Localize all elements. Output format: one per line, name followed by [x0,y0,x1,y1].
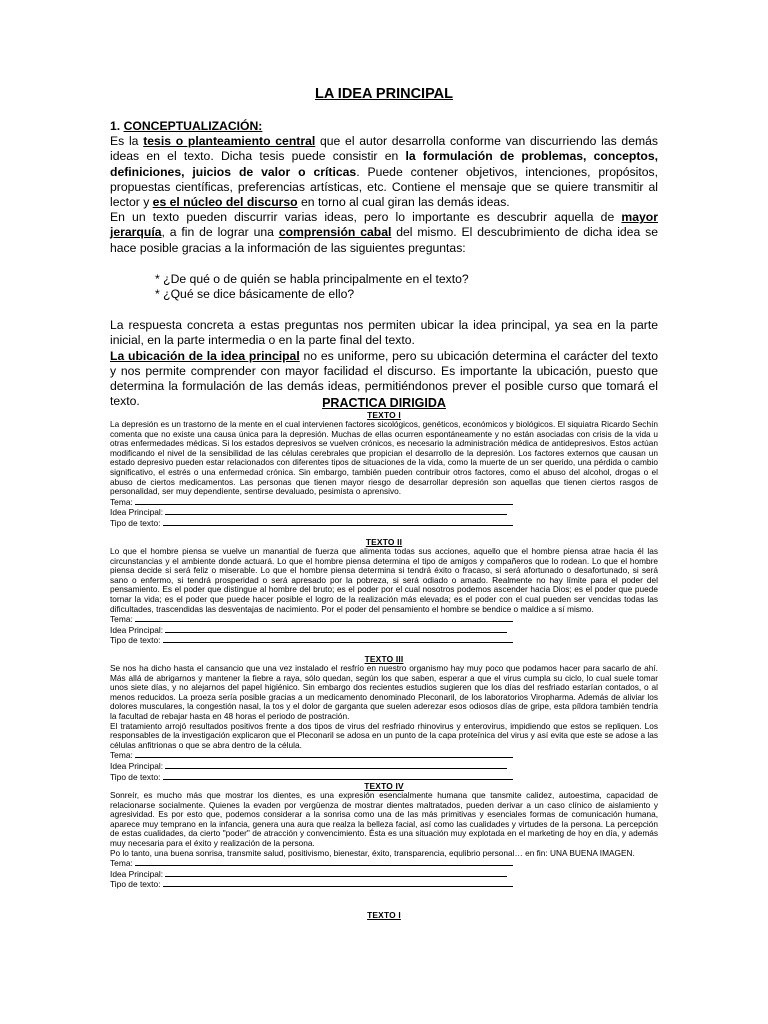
text-label: TEXTO I [367,410,401,420]
p2-text: En un texto pueden discurrir varias ideas, pero lo importante es descubrir aquella de [110,210,622,225]
text-label: TEXTO II [365,537,403,547]
p1-emphasis-3: es el núcleo del discurso [152,195,298,210]
answer-line[interactable] [135,497,513,505]
field-label: Tema: [110,614,133,625]
p2-emphasis-1: mayor jerarquía [110,210,658,240]
text-block-2 [110,537,658,646]
text-label: TEXTO IV [364,781,404,791]
text-body: La depresión es un trastorno de la mente en el cual intervienen factores sicológicos, genéticos, económicos y biológicos. El siquiatra Ricardo Sechín comenta que no existe una causa única para la depresión. Muchas de ellas ocurren espontáneamente y no están asociadas con crisis de la vida u otras enfermedades médicas. Si los estados depresivos se vuelven crónicos, es necesario la administración médica de antidepresivos. Estos actúan modificando el nivel de la sensibilidad de las células cerebrales que propician el desarrollo de la depresión. Los factores externos que causan un estado depresivo pueden estar relacionados con diferentes tipos de situaciones de la vida, como la muerte de un ser querido, una pérdida o cambio significativo, el estrés o una enfermedad crónica. Sin embargo, también pueden contribuir otros factores, como el abuso del alcohol, drogas o el abuso de ciertos medicamentos. Las personas que tienen mayor riesgo de desarrollar depresión son aquellas que tienen ciertos rasgos de personalidad, ser muy dependiente, sentirse devaluado, pesimista o aprensivo. [110,419,658,497]
field-idea-principal[interactable] [110,761,658,772]
paragraph-2 [110,210,658,256]
answer-line[interactable] [135,858,513,866]
p2-text-2: , a fin de lograr una [161,225,279,240]
field-label: Idea Principal: [110,624,164,635]
p1-text: Es la [110,134,144,149]
field-label: Tipo de texto: [110,879,161,890]
answer-fields [110,750,658,782]
field-tema[interactable] [110,497,658,508]
field-tema[interactable] [110,750,658,761]
answer-line[interactable] [165,625,507,633]
p4-text: no es uniforme, pero su ubicación determina el carácter del texto y nos permite comprender con mayor facilidad el discurso. Es importante la ubicación, puesto que determina la formulación de las demás ideas, permitiéndonos prever el posible curso que tomará el texto. [110,348,658,409]
answer-line[interactable] [165,869,507,877]
p1-text-2: que el autor desarrolla conforme van discurriendo las demás ideas en el texto. Dicha tesis puede consistir en [110,134,659,164]
text-body-2: Po lo tanto, una buena sonrisa, transmite salud, positivismo, bienestar, éxito, transparencia, equlibrio personal… en fin: UNA BUENA IMAGEN. [110,847,635,858]
field-label: Tema: [110,858,133,869]
field-tema[interactable] [110,614,658,625]
text-label: TEXTO III [364,654,404,664]
answer-fields [110,614,658,646]
answer-line[interactable] [165,761,507,769]
text-block-4 [110,781,658,890]
question-list [155,272,658,302]
text-block-1 [110,410,658,529]
answer-line[interactable] [135,750,513,758]
field-label: Tipo de texto: [110,635,161,646]
section-heading-text: CONCEPTUALIZACIÓN: [123,119,263,133]
field-label: Idea Principal: [110,507,164,518]
p2-emphasis-2: comprensión cabal [278,225,392,240]
field-tipo-texto[interactable] [110,879,658,890]
answer-line[interactable] [135,614,513,622]
text-body-2: El tratamiento arrojó resultados positivos frente a dos tipos de virus del resfriado rhinovirus y enterovirus, impidiendo que estos se repliquen. Los responsables de la investigación explicaron que el Pleconaril se adosa en un punto de la capa proteínica del virus y así evita que este se adose a las células anfitrionas o que se abra dentro de la célula. [110,720,658,750]
practica-heading: PRACTICA DIRIGIDA [322,396,446,410]
field-tipo-texto[interactable] [110,518,658,529]
answer-line[interactable] [163,772,513,780]
question-item: * ¿De qué o de quién se habla principalmente en el texto? [155,271,469,286]
answer-fields [110,858,658,890]
field-tipo-texto[interactable] [110,635,658,646]
p1-emphasis-2: la formulación de problemas, conceptos, definiciones, juicios de valor o críticas [110,149,658,179]
section-heading [110,119,658,134]
p1-emphasis-1: tesis o planteamiento central [143,134,316,149]
paragraph-3: La respuesta concreta a estas preguntas nos permiten ubicar la idea principal, ya sea en la parte inicial, en la parte intermedia o en la parte final del texto. [110,318,658,348]
footer-text-label: TEXTO I [367,910,401,920]
field-label: Idea Principal: [110,760,164,771]
field-tema[interactable] [110,858,658,869]
field-label: Tipo de texto: [110,517,161,528]
text-block-3 [110,654,658,782]
answer-line[interactable] [163,635,513,643]
p4-emphasis: La ubicación de la idea principal [110,348,300,363]
paragraph-1 [110,134,658,210]
text-body: Lo que el hombre piensa se vuelve un manantial de fuerza que alimenta todas sus acciones, aquello que el hombre piensa atrae hacia él las circunstancias y el ambiente donde actuará. Lo que el hombre piensa determina el tipo de amigos y compañeros que lo rodean. Lo que el hombre piensa decide si será feliz o miserable. Lo que el hombre piensa determina si tendrá éxito o fracaso, si será afortunado o desafortunado, si será sano o enfermo, si tendrá prosperidad o será apresado por la pobreza, si será odiado o amado. Realmente no hay límite para el poder del pensamiento. Es el poder que distingue al hombre del bruto; es el poder por el cual nosotros podemos ascender hacia Dios; es el poder que puede tornar la vida; es el poder que puede hacer posible el logro de la realización más elevada; es el poder con el cual pueden ser vencidas todas las dificultades, trascendidas las desventajas de nacimiento. Por el poder del pensamiento el hombre se bendice o maldice a sí mismo. [110,546,658,614]
text-body: Se nos ha dicho hasta el cansancio que una vez instalado el resfrío en nuestro organismo hay muy poco que podamos hacer para sacarlo de ahí. Más allá de abrigarnos y mantener la fiebre a raya, sólo quedan, según los que saben, esperar a que el virus cumpla su ciclo, lo cual suele tomar unos siete días, y no alejarnos del papel higiénico. Sin embargo dos recientes estudios sugieren que los días del resfriado estarían contados, o al menos reducidos. La proeza sería posible gracias a un medicamento denominado Pleconaril, de los laboratorios Viropharma. Además de aliviar los dolores musculares, la congestión nasal, la tos y el dolor de garganta que suelen aderezar esos odiosos días de gripe, esta píldora también tendría la facultad de rebajar hasta en 48 horas el periodo de postración. [110,663,658,721]
field-label: Tema: [110,750,133,761]
answer-line[interactable] [165,507,507,515]
question-item: * ¿Qué se dice básicamente de ello? [155,287,355,302]
section-conceptualizacion [110,119,658,409]
field-idea-principal[interactable] [110,869,658,880]
answer-line[interactable] [163,879,513,887]
field-idea-principal[interactable] [110,625,658,636]
answer-fields [110,497,658,529]
field-label: Tipo de texto: [110,771,161,782]
p1-text-3: . Puede contener objetivos, intenciones, propósitos, propuestas científicas, preferencias artísticas, etc. Contiene el mensaje que se quiere transmitir al lector y [110,164,658,210]
field-label: Tema: [110,496,133,507]
answer-line[interactable] [163,518,513,526]
field-label: Idea Principal: [110,868,164,879]
p2-text-3: del mismo. El descubrimiento de dicha idea se hace posible gracias a la información de las siguientes preguntas: [110,225,658,255]
field-idea-principal[interactable] [110,507,658,518]
section-number: 1. [110,119,121,133]
text-body: Sonreír, es mucho más que mostrar los dientes, es una expresión esencialmente humana que tansmite calidez, autoestima, capacidad de relacionarse socialmente. Quienes la evaden por vergüenza de mostrar dientes maltratados, pueden derivar a un caso clínico de aislamiento y agresividad. Es por esto que, podemos considerar a la sonrisa como una de las más primitivas y esenciales formas de comunicación humana, aparece muy temprano en la infancia, genera una aura que realza la belleza facial, así como las cualidades y virtudes de la persona. La percepción de estas cualidades, da cierto "poder" de atracción y convencimiento. Ésta es una situación muy explotada en el marketing de hoy en día, y además muy necesaria para el éxito y realización de la persona. [110,790,658,848]
document-title: LA IDEA PRINCIPAL [314,86,454,102]
p1-text-4: en torno al cual giran las demás ideas. [297,195,510,210]
